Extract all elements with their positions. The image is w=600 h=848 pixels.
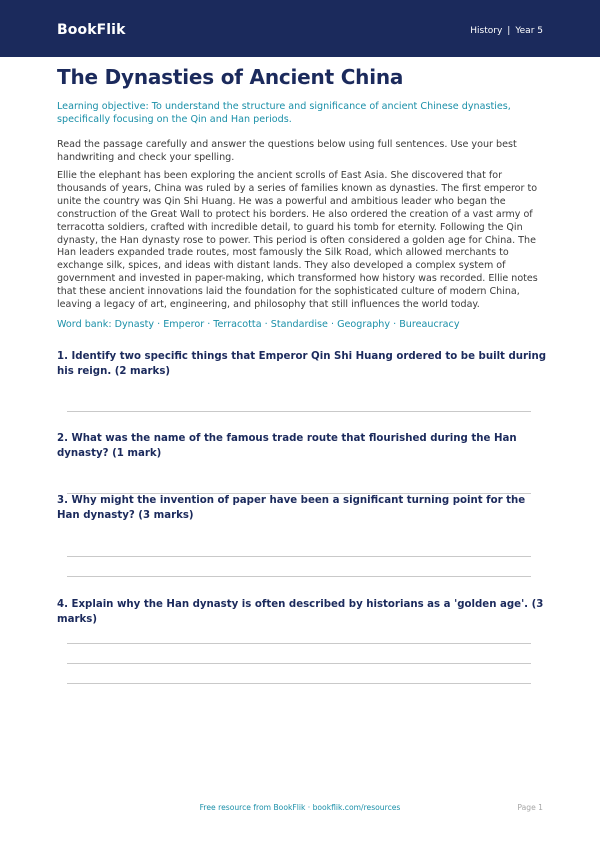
answer-line[interactable] — [67, 576, 531, 577]
breadcrumb — [470, 26, 543, 36]
page-title: The Dynasties of Ancient China — [57, 65, 404, 89]
breadcrumb-year[interactable]: Year 5 — [515, 26, 543, 36]
answer-line[interactable] — [67, 643, 531, 644]
reading-passage: Ellie the elephant has been exploring the ancient scrolls of East Asia. She discovered that for thousands of years, China was ruled by a series of families known as dynasties. The first emperor to unite the country was Qin Shi Huang. He was a powerful and ambitious leader who began the construction of the Great Wall to protect his borders. He also ordered the creation of a vast army of terracotta soldiers, crafted with incredible detail, to guard his tomb for eternity. Following the Qin dynasty, the Han dynasty rose to power. This period is often considered a golden age for China. The Han leaders expanded trade routes, most famously the Silk Road, which allowed merchants to exchange silk, spices, and ideas with distant lands. They also developed a complex system of government and invested in paper-making, which transformed how history was recorded. Ellie notes that these ancient innovations laid the foundation for the sophisticated culture of modern China, leaving a legacy of art, engineering, and philosophy that still influences the world today. — [57, 170, 538, 311]
header-bar — [0, 0, 600, 57]
word-bank: Word bank: Dynasty · Emperor · Terracotta · Standardise · Geography · Bureaucracy — [57, 319, 460, 330]
answer-line[interactable] — [67, 411, 531, 412]
answer-line[interactable] — [67, 683, 531, 684]
answer-line[interactable] — [67, 556, 531, 557]
breadcrumb-separator: | — [507, 26, 511, 36]
learning-objective: Learning objective: To understand the structure and significance of ancient Chinese dynasties, specifically focusing on the Qin and Han periods. — [57, 101, 511, 125]
question-4: 4. Explain why the Han dynasty is often described by historians as a 'golden age'. (3 marks) — [57, 599, 544, 625]
footer-link[interactable]: Free resource from BookFlik · bookflik.com/resources — [199, 803, 401, 812]
answer-line[interactable] — [67, 663, 531, 664]
breadcrumb-subject[interactable]: History — [470, 26, 503, 36]
page-number: Page 1 — [517, 803, 543, 812]
question-2: 2. What was the name of the famous trade route that flourished during the Han dynasty? (1 mark) — [57, 433, 517, 459]
brand-logo[interactable]: BookFlik — [57, 22, 126, 38]
question-1: 1. Identify two specific things that Emperor Qin Shi Huang ordered to be built during his reign. (2 marks) — [57, 351, 547, 377]
instructions: Read the passage carefully and answer the questions below using full sentences. Use your best handwriting and check your spelling. — [57, 139, 517, 163]
question-3: 3. Why might the invention of paper have been a significant turning point for the Han dynasty? (3 marks) — [57, 495, 526, 521]
